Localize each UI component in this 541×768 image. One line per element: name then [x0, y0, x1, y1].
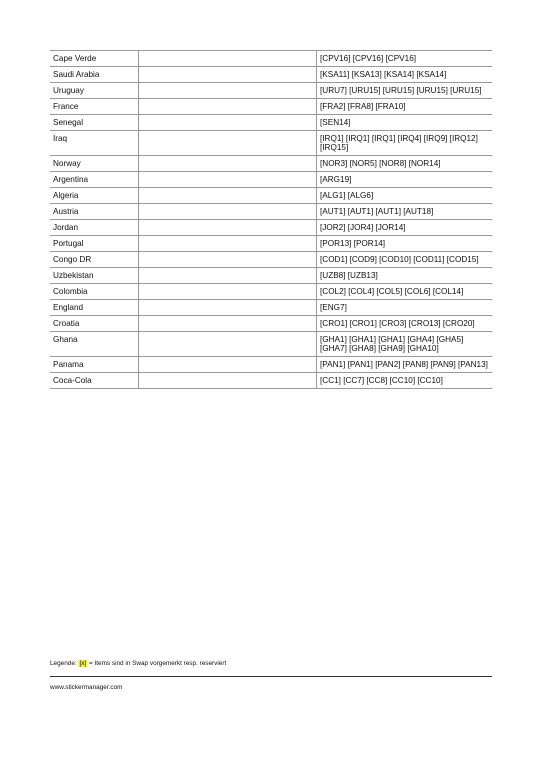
sticker-codes: [CRO1] [CRO1] [CRO3] [CRO13] [CRO20]	[320, 319, 475, 328]
team-name: France	[50, 99, 139, 115]
empty-cell	[139, 300, 317, 316]
table-row	[50, 252, 492, 268]
sticker-codes: [URU7] [URU15] [URU15] [URU15] [URU15]	[320, 86, 482, 95]
sticker-codes: [POR13] [POR14]	[320, 239, 386, 248]
team-name: Congo DR	[50, 252, 139, 268]
table-row	[50, 204, 492, 220]
table-row	[50, 51, 492, 67]
sticker-codes: [JOR2] [JOR4] [JOR14]	[320, 223, 406, 232]
table-row	[50, 220, 492, 236]
team-name: Jordan	[50, 220, 139, 236]
table-row	[50, 316, 492, 332]
sticker-codes: [COL2] [COL4] [COL5] [COL6] [COL14]	[320, 287, 464, 296]
legend-prefix: Legende:	[50, 660, 77, 667]
empty-cell	[139, 268, 317, 284]
empty-cell	[139, 51, 317, 67]
table-row	[50, 172, 492, 188]
empty-cell	[139, 188, 317, 204]
table-row	[50, 156, 492, 172]
legend-text: = Items sind in Swap vorgemerkt resp. reserviert	[88, 660, 227, 667]
empty-cell	[139, 252, 317, 268]
table-row	[50, 268, 492, 284]
table-row	[50, 373, 492, 389]
sticker-codes: [ARG19]	[320, 175, 352, 184]
sticker-codes: [IRQ1] [IRQ1] [IRQ1] [IRQ4] [IRQ9] [IRQ12] [IRQ15]	[320, 134, 478, 152]
sticker-codes: [CC1] [CC7] [CC8] [CC10] [CC10]	[320, 376, 443, 385]
team-name: Ghana	[50, 332, 139, 357]
sticker-codes: [AUT1] [AUT1] [AUT1] [AUT18]	[320, 207, 434, 216]
team-name: Colombia	[50, 284, 139, 300]
table-row	[50, 99, 492, 115]
sticker-codes: [COD1] [COD9] [COD10] [COD11] [COD15]	[320, 255, 479, 264]
empty-cell	[139, 236, 317, 252]
table-row	[50, 357, 492, 373]
footer-divider	[50, 676, 492, 677]
team-name: Norway	[50, 156, 139, 172]
table-row	[50, 332, 492, 357]
sticker-list-sheet	[50, 50, 492, 389]
empty-cell	[139, 316, 317, 332]
team-name: Cape Verde	[50, 51, 139, 67]
team-name: Austria	[50, 204, 139, 220]
sticker-codes: [NOR3] [NOR5] [NOR8] [NOR14]	[320, 159, 441, 168]
footer	[50, 684, 122, 692]
empty-cell	[139, 131, 317, 156]
empty-cell	[139, 67, 317, 83]
team-name: Panama	[50, 357, 139, 373]
empty-cell	[139, 99, 317, 115]
sticker-codes: [UZB8] [UZB13]	[320, 271, 378, 280]
footer-url: www.stickermanager.com	[50, 684, 123, 691]
empty-cell	[139, 83, 317, 99]
team-name: Argentina	[50, 172, 139, 188]
team-name: Croatia	[50, 316, 139, 332]
team-name: Portugal	[50, 236, 139, 252]
team-name: Saudi Arabia	[50, 67, 139, 83]
legend	[50, 660, 492, 668]
sticker-codes: [GHA1] [GHA1] [GHA1] [GHA4] [GHA5] [GHA7] [GHA8] [GHA9] [GHA10]	[320, 335, 464, 353]
empty-cell	[139, 172, 317, 188]
sticker-table	[50, 50, 492, 389]
empty-cell	[139, 284, 317, 300]
empty-cell	[139, 156, 317, 172]
table-row	[50, 83, 492, 99]
table-row	[50, 236, 492, 252]
legend-marker: [x]	[79, 660, 87, 667]
table-row	[50, 115, 492, 131]
sticker-codes: [FRA2] [FRA8] [FRA10]	[320, 102, 406, 111]
empty-cell	[139, 115, 317, 131]
sticker-codes: [SEN14]	[320, 118, 351, 127]
team-name: Senegal	[50, 115, 139, 131]
team-name: England	[50, 300, 139, 316]
sticker-codes: [PAN1] [PAN1] [PAN2] [PAN8] [PAN9] [PAN13]	[320, 360, 488, 369]
sticker-table-body	[50, 51, 492, 389]
sticker-codes: [ALG1] [ALG6]	[320, 191, 374, 200]
table-row	[50, 284, 492, 300]
table-row	[50, 188, 492, 204]
team-name: Uruguay	[50, 83, 139, 99]
empty-cell	[139, 373, 317, 389]
sticker-codes: [CPV16] [CPV16] [CPV16]	[320, 54, 417, 63]
team-name: Algeria	[50, 188, 139, 204]
empty-cell	[139, 332, 317, 357]
table-row	[50, 67, 492, 83]
empty-cell	[139, 204, 317, 220]
empty-cell	[139, 220, 317, 236]
team-name: Uzbekistan	[50, 268, 139, 284]
team-name: Iraq	[50, 131, 139, 156]
team-name: Coca-Cola	[50, 373, 139, 389]
table-row	[50, 131, 492, 156]
sticker-codes: [ENG7]	[320, 303, 347, 312]
table-row	[50, 300, 492, 316]
sticker-codes: [KSA11] [KSA13] [KSA14] [KSA14]	[320, 70, 447, 79]
empty-cell	[139, 357, 317, 373]
